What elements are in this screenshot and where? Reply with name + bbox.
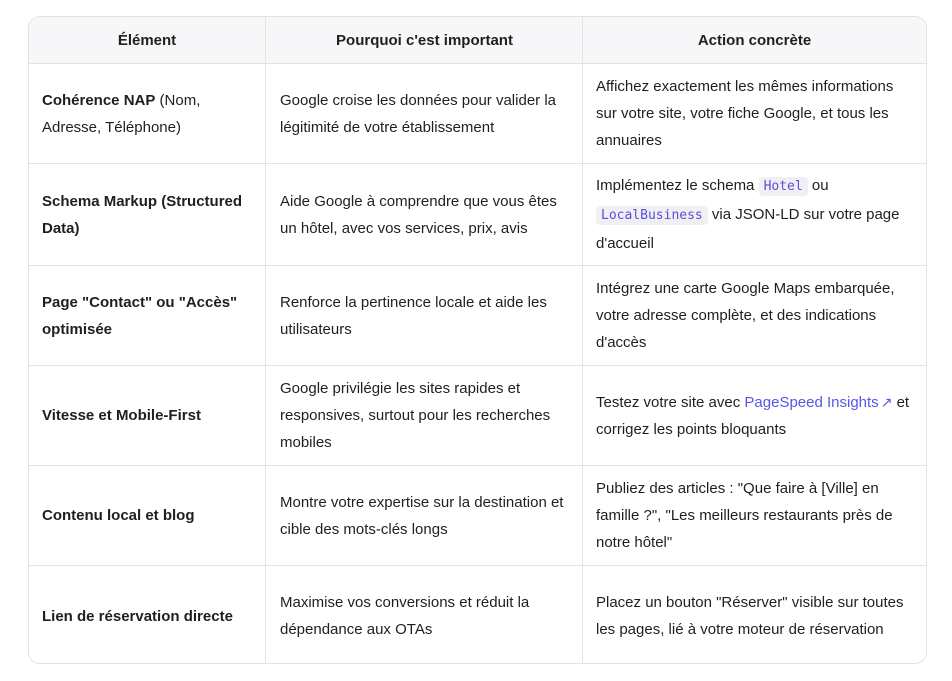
cell-element [29, 266, 266, 365]
action-text: Testez votre site avec [596, 393, 745, 411]
table-row [29, 164, 926, 266]
cell-action [583, 366, 926, 465]
cell-action: Publiez des articles : "Que faire à [Ville] en famille ?", "Les meilleurs restaurants près de notre hôtel" [596, 480, 893, 551]
cell-why: Aide Google à comprendre que vous êtes un hôtel, avec vos services, prix, avis [266, 164, 583, 265]
cell-why: Google privilégie les sites rapides et responsives, surtout pour les recherches mobiles [266, 366, 583, 465]
table-row [29, 266, 926, 366]
cell-element [29, 64, 266, 163]
arrow-up-right-icon[interactable]: ↗ [880, 393, 893, 410]
comparison-table [28, 16, 927, 664]
cell-element [29, 466, 266, 565]
header-action: Action concrète [697, 31, 812, 49]
element-title: Vitesse et Mobile-First [42, 407, 201, 424]
cell-why: Maximise vos conversions et réduit la dépendance aux OTAs [266, 566, 583, 664]
cell-action: Intégrez une carte Google Maps embarquée, votre adresse complète, et des indications d'accès [596, 280, 895, 351]
cell-why: Montre votre expertise sur la destination et cible des mots-clés longs [266, 466, 583, 565]
cell-element [29, 164, 266, 265]
cell-element [29, 566, 266, 664]
table-row [29, 566, 926, 664]
cell-why: Google croise les données pour valider la légitimité de votre établissement [266, 64, 583, 163]
cell-action: Placez un bouton "Réserver" visible sur toutes les pages, lié à votre moteur de réservation [596, 594, 904, 638]
code-hotel: Hotel [759, 177, 808, 196]
header-element: Élément [29, 17, 266, 63]
cell-element [29, 366, 266, 465]
element-title: Schema Markup (Structured Data) [42, 192, 243, 237]
action-text: ou [807, 176, 829, 194]
code-localbusiness: LocalBusiness [596, 206, 708, 225]
table-header-row [29, 17, 926, 64]
element-title: Page "Contact" ou "Accès" optimisée [42, 293, 238, 338]
element-title: Cohérence NAP [42, 91, 156, 109]
table-row [29, 466, 926, 566]
element-title: Lien de réservation directe [42, 607, 233, 625]
cell-why: Renforce la pertinence locale et aide les utilisateurs [266, 266, 583, 365]
header-why: Pourquoi c'est important [266, 17, 583, 63]
element-title: Contenu local et blog [42, 507, 195, 524]
element-subtitle: (Nom, Adresse, Téléphone) [42, 91, 201, 136]
action-text: via JSON-LD sur votre page d'accueil [596, 205, 900, 252]
action-text: Implémentez le schema [596, 176, 759, 194]
cell-action [583, 164, 926, 265]
cell-action: Affichez exactement les mêmes informations sur votre site, votre fiche Google, et tous les annuaires [596, 78, 894, 149]
table-row [29, 366, 926, 466]
table-row [29, 64, 926, 164]
action-text: et corrigez les points bloquants [596, 393, 910, 438]
pagespeed-insights-link[interactable]: PageSpeed Insights [744, 393, 879, 411]
